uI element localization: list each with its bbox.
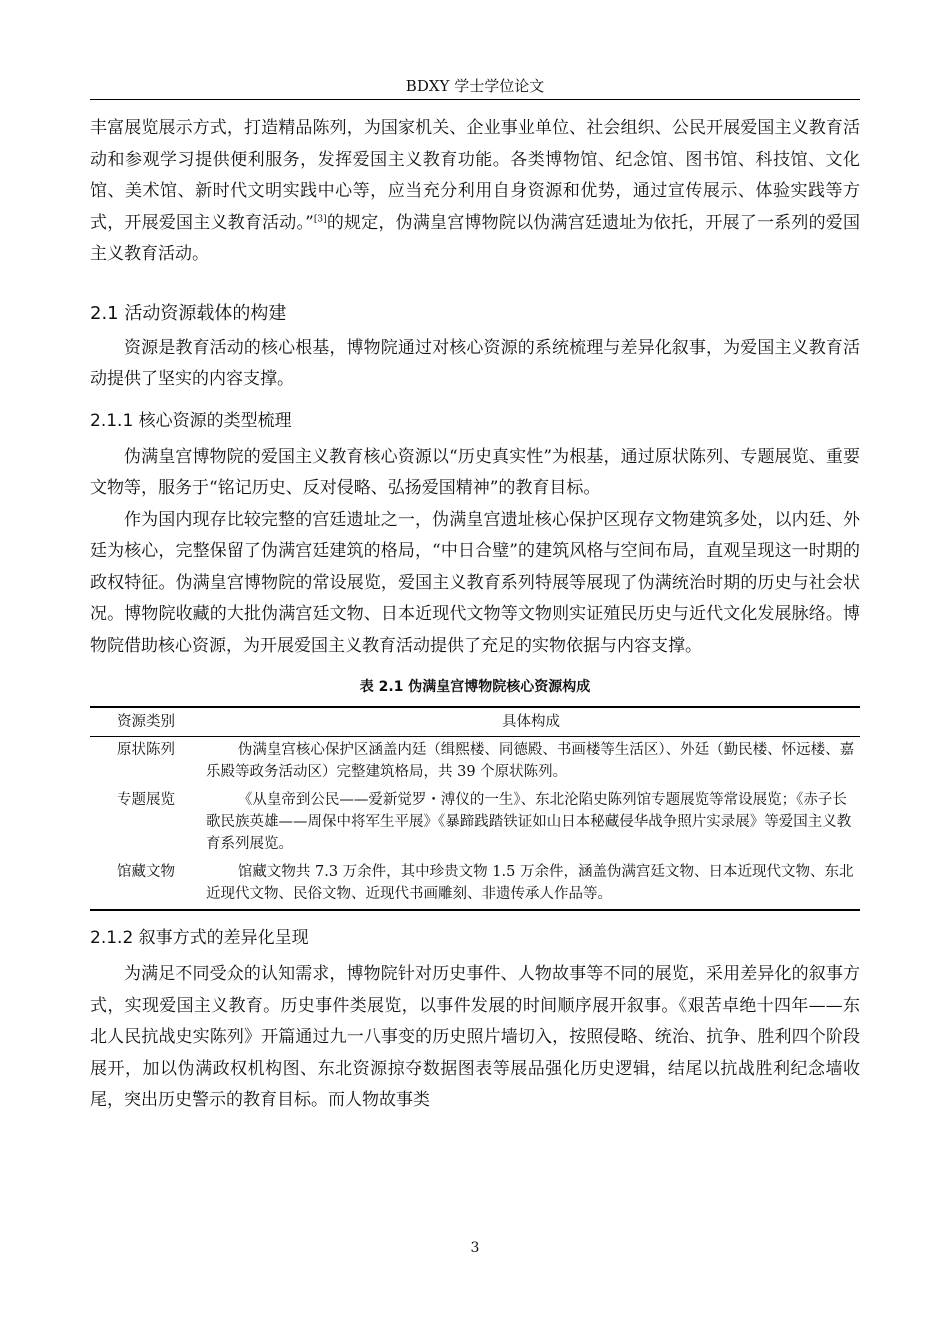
intro-text-tail: 的规定，伪满皇宫博物院以伪满宫廷遗址为依托，开展了一系列的爱国主义教育活动。	[90, 212, 860, 264]
table-cell-type: 专题展览	[117, 792, 175, 808]
table-cell-type: 原状陈列	[117, 742, 175, 758]
table-row	[90, 859, 860, 910]
table-header-desc: 具体构成	[202, 707, 860, 737]
section-2-1-1-paragraph-2: 作为国内现存比较完整的宫廷遗址之一，伪满皇宫遗址核心保护区现存文物建筑多处，以内廷、外廷为核心，完整保留了伪满宫廷建筑的格局，“中日合璧”的建筑风格与空间布局，直观呈现这一时期的政权特征。伪满皇宫博物院的常设展览，爱国主义教育系列特展等展现了伪满统治时期的历史与社会状况。博物院收藏的大批伪满宫廷文物、日本近现代文物等文物则实证殖民历史与近代文化发展脉络。博物院借助核心资源，为开展爱国主义教育活动提供了充足的实物依据与内容支撑。	[90, 509, 860, 656]
section-heading-2-1-2: 2.1.2 叙事方式的差异化呈现	[90, 928, 309, 948]
table-cell-desc: 《从皇帝到公民——爱新觉罗・溥仪的一生》、东北沦陷史陈列馆专题展览等常设展览；《赤子长歌民族英雄——周保中将军生平展》《暴蹄践踏铁证如山日本秘藏侵华战争照片实录展》等爱国主义教育系列展览。	[206, 792, 852, 852]
section-2-1-1-paragraph-1: 伪满皇宫博物院的爱国主义教育核心资源以“历史真实性”为根基，通过原状陈列、专题展览、重要文物等，服务于“铭记历史、反对侵略、弘扬爱国精神”的教育目标。	[90, 446, 860, 498]
table-row	[90, 787, 860, 859]
section-heading-2-1-1: 2.1.1 核心资源的类型梳理	[90, 410, 292, 431]
intro-paragraph	[90, 113, 860, 271]
page-body	[90, 113, 860, 1117]
intro-text: 丰富展览展示方式，打造精品陈列，为国家机关、企业事业单位、社会组织、公民开展爱国主义教育活动和参观学习提供便利服务，发挥爱国主义教育功能。各类博物馆、纪念馆、图书馆、科技馆、文化馆、美术馆、新时代文明实践中心等，应当充分利用自身资源和优势，通过宣传展示、体验实践等方式，开展爱国主义教育活动。”	[90, 118, 860, 233]
section-2-1-2-paragraph: 为满足不同受众的认知需求，博物院针对历史事件、人物故事等不同的展览，采用差异化的叙事方式，实现爱国主义教育。历史事件类展览，以事件发展的时间顺序展开叙事。《艰苦卓绝十四年——东北人民抗战史实陈列》开篇通过九一八事变的历史照片墙切入，按照侵略、统治、抗争、胜利四个阶段展开，加以伪满政权机构图、东北资源掠夺数据图表等展品强化历史逻辑，结尾以抗战胜利纪念墙收尾，突出历史警示的教育目标。而人物故事类	[90, 964, 860, 1110]
table-header-type: 资源类别	[90, 707, 202, 737]
table-header-row	[90, 707, 860, 737]
section-2-1-paragraph: 资源是教育活动的核心根基，博物院通过对核心资源的系统梳理与差异化叙事，为爱国主义教育活动提供了坚实的内容支撑。	[90, 337, 860, 389]
table-cell-type: 馆藏文物	[117, 864, 175, 880]
table-row	[90, 737, 860, 788]
section-heading-2-1: 2.1 活动资源载体的构建	[90, 302, 287, 324]
page-header	[90, 73, 860, 100]
resource-table	[90, 706, 860, 911]
header-title: BDXY 学士学位论文	[405, 77, 545, 95]
table-caption: 表 2.1 伪满皇宫博物院核心资源构成	[359, 679, 591, 695]
citation-ref[interactable]: [3]	[313, 213, 327, 224]
page-number: 3	[470, 1240, 480, 1256]
table-cell-desc: 伪满皇宫核心保护区涵盖内廷（缉熙楼、同德殿、书画楼等生活区）、外廷（勤民楼、怀远楼、嘉乐殿等政务活动区）完整建筑格局，共 39 个原状陈列。	[206, 742, 855, 780]
table-cell-desc: 馆藏文物共 7.3 万余件，其中珍贵文物 1.5 万余件，涵盖伪满宫廷文物、日本近现代文物、东北近现代文物、民俗文物、近现代书画雕刻、非遗传承人作品等。	[206, 864, 854, 902]
